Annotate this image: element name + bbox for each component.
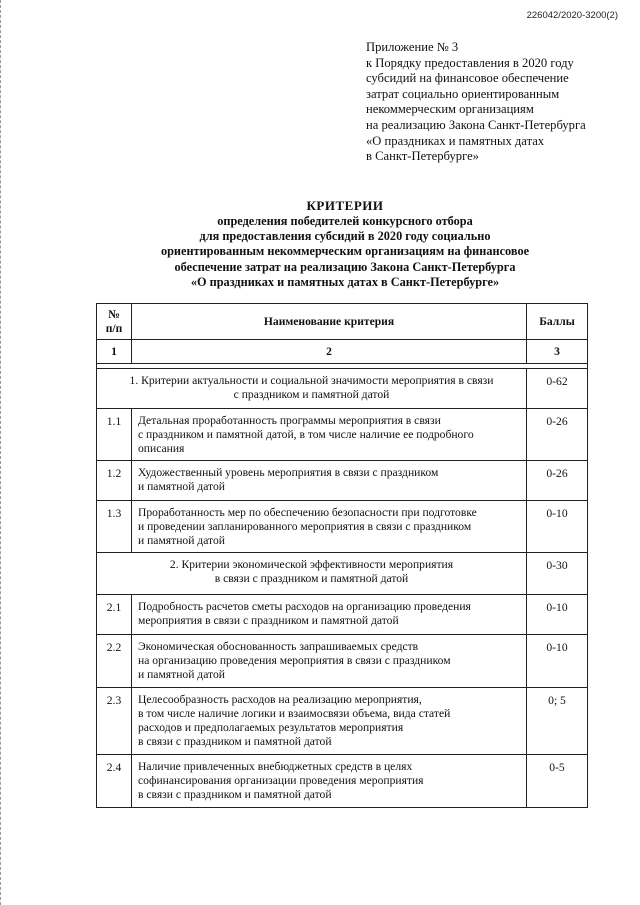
criterion-text (132, 595, 527, 635)
header-num-symbol: № (108, 307, 120, 321)
header-num-abbr: п/п (105, 321, 123, 335)
criterion-points: 0; 5 (527, 688, 588, 755)
criterion-row (97, 501, 588, 553)
group-title (97, 369, 527, 409)
criterion-num: 1.1 (97, 409, 132, 461)
criterion-line: Экономическая обоснованность запрашиваемых средств (138, 640, 419, 653)
group-title-line: 2. Критерии экономической эффективности мероприятия (169, 558, 454, 571)
criterion-text (132, 635, 527, 688)
criterion-text (132, 501, 527, 553)
table-header-row (97, 304, 588, 340)
criteria-table (96, 303, 588, 808)
appendix-line: Приложение № 3 (366, 40, 459, 54)
appendix-line: в Санкт-Петербурге» (366, 149, 479, 164)
index-cell: 3 (527, 340, 588, 364)
criterion-points: 0-26 (527, 461, 588, 501)
criterion-points: 0-5 (527, 755, 588, 808)
group-title-line: с праздником и памятной датой (233, 388, 390, 401)
criterion-line: описания (138, 442, 185, 455)
criterion-line: Целесообразность расходов на реализацию мероприятия, (138, 693, 422, 706)
criterion-line: софинансирования организации проведения мероприятия (138, 774, 424, 787)
criterion-row (97, 635, 588, 688)
appendix-line: некоммерческим организациям (366, 102, 534, 117)
group-points: 0-30 (527, 553, 588, 595)
criterion-points: 0-10 (527, 635, 588, 688)
criterion-line: в том числе наличие логики и взаимосвязи объема, вида статей (138, 707, 451, 720)
criterion-row (97, 409, 588, 461)
criterion-line: Проработанность мер по обеспечению безопасности при подготовке (138, 506, 477, 519)
group-points: 0-62 (527, 369, 588, 409)
document-number: 226042/2020-3200(2) (526, 10, 618, 21)
group-title (97, 553, 527, 595)
criterion-line: и памятной датой (138, 668, 225, 681)
criterion-row (97, 461, 588, 501)
header-num (97, 304, 132, 340)
subtitle-line: для предоставления субсидий в 2020 году социально (199, 229, 491, 244)
criterion-points: 0-26 (527, 409, 588, 461)
criterion-line: мероприятия в связи с праздником и памятной датой (138, 614, 399, 627)
criterion-num: 2.4 (97, 755, 132, 808)
group-title-line: в связи с праздником и памятной датой (214, 572, 409, 585)
criterion-text (132, 461, 527, 501)
subtitle-line: обеспечение затрат на реализацию Закона Санкт-Петербурга (174, 259, 516, 274)
criterion-num: 1.3 (97, 501, 132, 553)
criterion-line: Подробность расчетов сметы расходов на организацию проведения (138, 600, 471, 613)
document-title: КРИТЕРИИ (306, 198, 384, 213)
criterion-line: и памятной датой (138, 534, 225, 547)
criterion-text (132, 688, 527, 755)
criterion-text (132, 409, 527, 461)
subtitle-line: ориентированным некоммерческим организациям на финансовое (160, 244, 530, 259)
index-cell: 1 (97, 340, 132, 364)
criterion-text (132, 755, 527, 808)
appendix-line: на реализацию Закона Санкт-Петербурга (366, 117, 586, 132)
criterion-row (97, 755, 588, 808)
criterion-line: и памятной датой (138, 480, 225, 493)
criterion-num: 2.3 (97, 688, 132, 755)
index-cell: 2 (132, 340, 527, 364)
criterion-row (97, 595, 588, 635)
criterion-num: 2.2 (97, 635, 132, 688)
group-row (97, 369, 588, 409)
table-index-row (97, 340, 588, 364)
criterion-line: на организацию проведения мероприятия в связи с праздником (138, 654, 451, 667)
group-title-line: 1. Критерии актуальности и социальной значимости мероприятия в связи (129, 374, 494, 387)
criterion-points: 0-10 (527, 501, 588, 553)
subtitle-line: «О праздниках и памятных датах в Санкт-Петербурге» (190, 274, 500, 289)
criterion-line: расходов и предполагаемых результатов мероприятия (138, 721, 404, 734)
group-row (97, 553, 588, 595)
header-points: Баллы (527, 304, 588, 340)
criterion-row (97, 688, 588, 755)
criterion-num: 1.2 (97, 461, 132, 501)
criterion-line: Детальная проработанность программы мероприятия в связи (138, 414, 441, 427)
appendix-line: субсидий на финансовое обеспечение (366, 71, 569, 86)
criterion-line: Наличие привлеченных внебюджетных средств в целях (138, 760, 413, 773)
criterion-line: Художественный уровень мероприятия в связи с праздником (138, 466, 439, 479)
criterion-line: в связи с праздником и памятной датой (138, 788, 332, 801)
appendix-block (366, 40, 631, 165)
criterion-line: с праздником и памятной датой, в том числе наличие ее подробного (138, 428, 474, 441)
appendix-line: затрат социально ориентированным (366, 86, 560, 101)
criterion-line: и проведении запланированного мероприятия в связи с праздником (138, 520, 472, 533)
header-name: Наименование критерия (132, 304, 527, 340)
subtitle-line: определения победителей конкурсного отбора (217, 214, 473, 228)
scan-margin-marks (0, 0, 4, 905)
appendix-line: «О праздниках и памятных датах (366, 133, 545, 148)
criterion-num: 2.1 (97, 595, 132, 635)
criterion-line: в связи с праздником и памятной датой (138, 735, 332, 748)
document-subtitle (60, 214, 630, 290)
criterion-points: 0-10 (527, 595, 588, 635)
appendix-line: к Порядку предоставления в 2020 году (366, 55, 574, 70)
